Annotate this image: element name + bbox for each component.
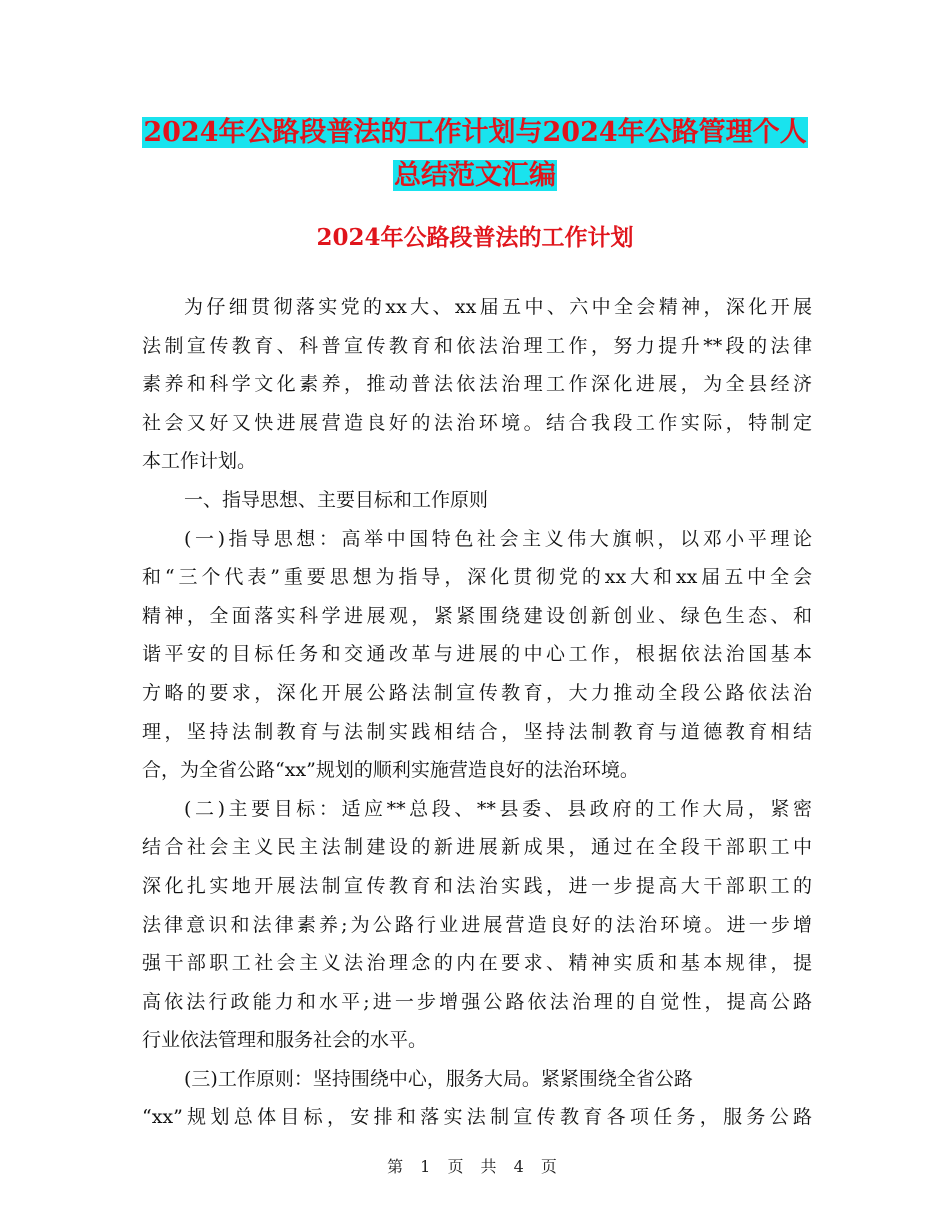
text-line: 方略的要求，深化开展公路法制宣传教育，大力推动全段公路依法治: [142, 681, 812, 704]
title-highlight-1: 2024年公路段普法的工作计划与2024年公路管理个人: [143, 117, 807, 148]
text-line: (三)工作原则：坚持围绕中心，服务大局。紧紧围绕全省公路: [184, 1067, 693, 1090]
text-line: 法制宣传教育、科普宣传教育和依法治理工作，努力提升**段的法律: [142, 334, 812, 357]
heading-line: 一、指导思想、主要目标和工作原则: [184, 488, 489, 511]
text-line: 强干部职工社会主义法治理念的内在要求、精神实质和基本规律，提: [142, 952, 812, 975]
text-line: 本工作计划。: [142, 450, 257, 473]
page-footer: 第 1 页 共 4 页: [387, 1157, 563, 1176]
body-text: [142, 288, 812, 1137]
text-line: (一)指导思想：高举中国特色社会主义伟大旗帜，以邓小平理论: [184, 527, 812, 550]
title-highlight-2: 总结范文汇编: [394, 160, 556, 191]
text-line: 结合社会主义民主法制建设的新进展新成果，通过在全段干部职工中: [142, 836, 812, 859]
text-line: 法律意识和法律素养;为公路行业进展营造良好的法治环境。进一步增: [142, 913, 812, 936]
text-line: 和“三个代表”重要思想为指导，深化贯彻党的xx大和xx届五中全会: [142, 566, 812, 589]
text-line: 高依法行政能力和水平;进一步增强公路依法治理的自觉性，提高公路: [142, 990, 812, 1013]
text-line: 为仔细贯彻落实党的xx大、xx届五中、六中全会精神，深化开展: [184, 296, 812, 318]
section-title: 2024年公路段普法的工作计划: [316, 224, 634, 251]
text-line: 谐平安的目标任务和交通改革与进展的中心工作，根据依法治国基本: [142, 643, 812, 666]
text-line: 素养和科学文化素养，推动普法依法治理工作深化进展，为全县经济: [142, 373, 812, 396]
text-line: 深化扎实地开展法制宣传教育和法治实践，进一步提高大干部职工的: [142, 874, 812, 897]
text-line: 精神，全面落实科学进展观，紧紧围绕建设创新创业、绿色生态、和: [142, 604, 812, 627]
text-line: 社会又好又快进展营造良好的法治环境。结合我段工作实际，特制定: [142, 411, 812, 434]
text-line: 行业依法管理和服务社会的水平。: [142, 1029, 428, 1052]
text-line: 理，坚持法制教育与法制实践相结合，坚持法制教育与道德教育相结: [142, 720, 812, 743]
document-title-line-2: [0, 157, 950, 195]
text-line: (二)主要目标：适应**总段、**县委、县政府的工作大局，紧密: [184, 797, 812, 820]
text-line: 合，为全省公路“xx”规划的顺利实施营造良好的法治环境。: [142, 759, 639, 782]
document-title-line-1: [0, 114, 950, 152]
text-line: “xx”规划总体目标，安排和落实法制宣传教育各项任务，服务公路: [142, 1106, 812, 1129]
